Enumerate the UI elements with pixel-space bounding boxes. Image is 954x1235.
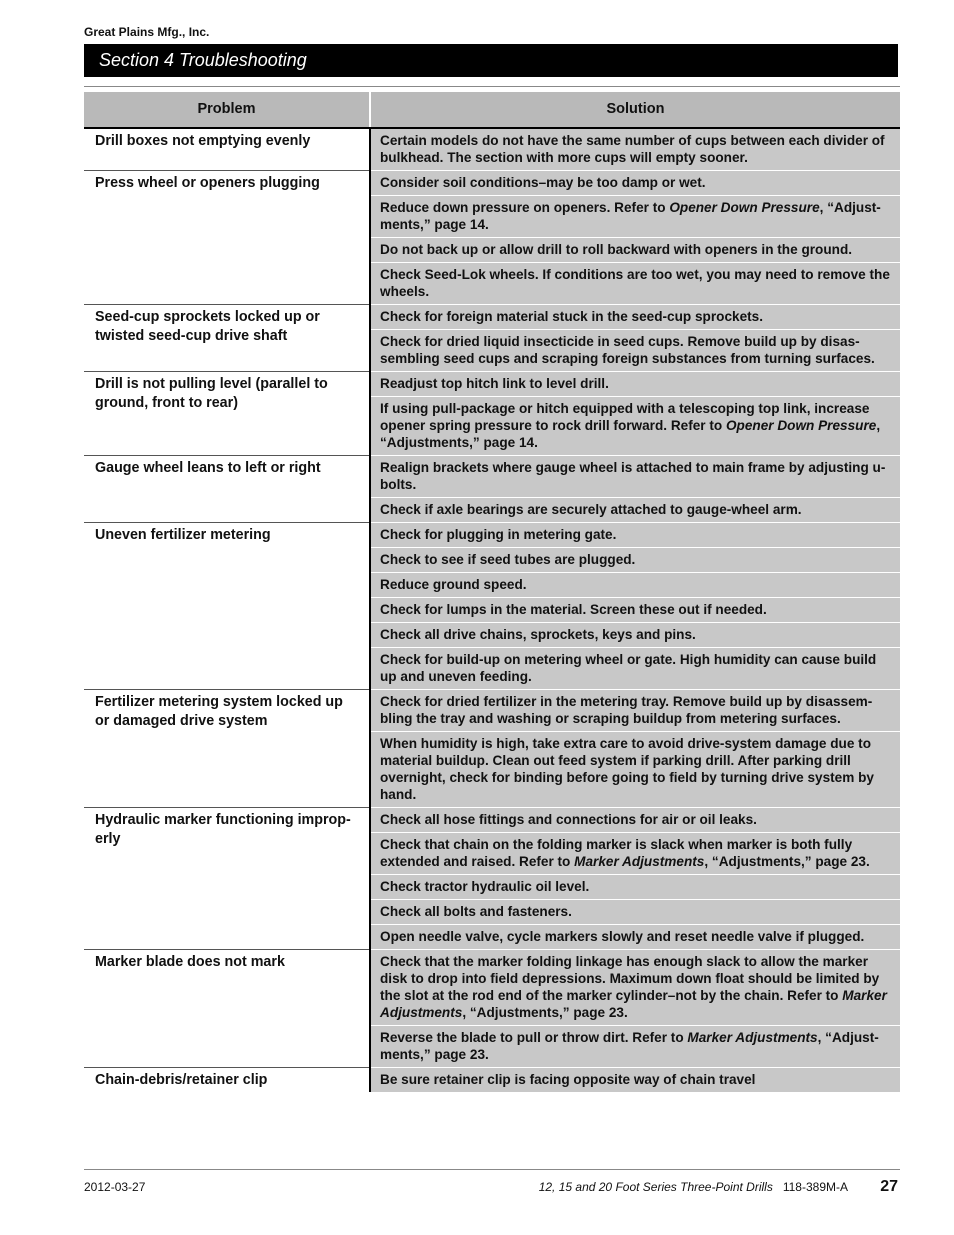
- solution-text: , “Adjustments,” page 14.: [380, 418, 881, 450]
- solution-text: Check Seed-Lok wheels. If conditions are too wet, you may need to remove the wheels.: [380, 267, 890, 299]
- solution-cell: [370, 833, 900, 875]
- solution-cell: [370, 330, 900, 372]
- solution-cell: [370, 397, 900, 456]
- solution-cell: [370, 456, 900, 498]
- troubleshooting-table: [84, 92, 900, 1092]
- section-title: Section 4 Troubleshooting: [99, 50, 307, 70]
- solution-text: Check all hose fittings and connections for air or oil leaks.: [380, 812, 757, 827]
- solution-cell: [370, 128, 900, 171]
- footer-date: 2012-03-27: [84, 1180, 146, 1194]
- solution-reference: Marker Adjustments: [574, 854, 705, 869]
- solution-cell: [370, 548, 900, 573]
- problem-cell: Fertilizer metering system locked up or damaged drive system: [84, 690, 370, 808]
- footer-title: [539, 1180, 848, 1194]
- footer-doc-title: 12, 15 and 20 Foot Series Three-Point Drills: [538, 1180, 773, 1194]
- solution-cell: [370, 950, 900, 1026]
- column-header-solution: Solution: [370, 92, 900, 128]
- solution-reference: Marker Adjustments: [380, 988, 887, 1020]
- solution-text: , “Adjust-ments,” page 14.: [380, 200, 881, 232]
- problem-cell: Seed-cup sprockets locked up or twisted seed-cup drive shaft: [84, 305, 370, 372]
- solution-text: Do not back up or allow drill to roll backward with openers in the ground.: [380, 242, 853, 257]
- solution-cell: [370, 1026, 900, 1068]
- table-row: [84, 690, 900, 732]
- solution-text: Check all bolts and fasteners.: [380, 904, 572, 919]
- solution-cell: [370, 573, 900, 598]
- table-row: [84, 523, 900, 548]
- solution-text: Check to see if seed tubes are plugged.: [380, 552, 636, 567]
- problem-cell: Drill is not pulling level (parallel to ground, front to rear): [84, 372, 370, 456]
- solution-text: If using pull-package or hitch equipped with a telescoping top link, increase opener spring pressure to rock drill forward. Refer to: [380, 401, 870, 433]
- solution-cell: [370, 900, 900, 925]
- solution-text: Realign brackets where gauge wheel is attached to main frame by adjusting u-bolts.: [380, 460, 886, 492]
- solution-cell: [370, 808, 900, 833]
- solution-cell: [370, 598, 900, 623]
- page-number: 27: [880, 1178, 898, 1195]
- solution-text: , “Adjustments,” page 23.: [704, 854, 870, 869]
- solution-cell: [370, 648, 900, 690]
- solution-cell: [370, 196, 900, 238]
- table-row: [84, 950, 900, 1026]
- solution-reference: Opener Down Pressure: [725, 418, 877, 433]
- solution-text: Check for plugging in metering gate.: [380, 527, 617, 542]
- table-row: [84, 305, 900, 330]
- solution-text: Check for foreign material stuck in the seed-cup sprockets.: [380, 309, 764, 324]
- solution-cell: [370, 925, 900, 950]
- solution-cell: [370, 690, 900, 732]
- table-header-row: [84, 92, 900, 128]
- solution-text: Check tractor hydraulic oil level.: [380, 879, 590, 894]
- table-row: [84, 128, 900, 171]
- problem-cell: Chain-debris/retainer clip: [84, 1068, 370, 1093]
- table-row: [84, 372, 900, 397]
- solution-text: When humidity is high, take extra care to avoid drive-system damage due to material buildup. Clean out feed system if parking drill. After parking drill overnight, check for binding before going to field by turning drive system by hand.: [380, 736, 874, 802]
- table-row: [84, 1068, 900, 1093]
- solution-cell: [370, 238, 900, 263]
- solution-text: Reverse the blade to pull or throw dirt. Refer to: [380, 1030, 688, 1045]
- problem-cell: Drill boxes not emptying evenly: [84, 128, 370, 171]
- problem-cell: Hydraulic marker functioning improp-erly: [84, 808, 370, 950]
- solution-text: Certain models do not have the same number of cups between each divider of bulkhead. The section with more cups will empty sooner.: [380, 133, 885, 165]
- solution-text: Reduce down pressure on openers. Refer to: [380, 200, 670, 215]
- solution-text: Check that the marker folding linkage has enough slack to allow the marker disk to drop into field depressions. Maximum down float should be limited by the slot at the rod end of the marker cylinder–not by the chain. Refer to: [380, 954, 880, 1003]
- problem-cell: Uneven fertilizer metering: [84, 523, 370, 690]
- solution-text: Check if axle bearings are securely attached to gauge-wheel arm.: [380, 502, 802, 517]
- problem-cell: Gauge wheel leans to left or right: [84, 456, 370, 523]
- solution-text: Check for dried liquid insecticide in seed cups. Remove build up by disas-sembling seed cups and scraping foreign substances from turning surfaces.: [380, 334, 875, 366]
- table-body: [84, 128, 900, 1092]
- solution-text: Check for build-up on metering wheel or gate. High humidity can cause build up and uneven feeding.: [380, 652, 877, 684]
- solution-reference: Marker Adjustments: [687, 1030, 818, 1045]
- solution-text: Reduce ground speed.: [380, 577, 527, 592]
- solution-cell: [370, 623, 900, 648]
- solution-text: Check for lumps in the material. Screen these out if needed.: [380, 602, 767, 617]
- solution-cell: [370, 305, 900, 330]
- company-name: Great Plains Mfg., Inc.: [84, 25, 210, 39]
- solution-text: Check for dried fertilizer in the metering tray. Remove build up by disassem-bling the tray and washing or scraping buildup from metering surfaces.: [380, 694, 873, 726]
- solution-cell: [370, 523, 900, 548]
- footer-rule: [84, 1169, 900, 1170]
- problem-cell: Marker blade does not mark: [84, 950, 370, 1068]
- footer-doc-number: 118-389M-A: [782, 1180, 848, 1194]
- solution-cell: [370, 875, 900, 900]
- solution-cell: [370, 498, 900, 523]
- solution-text: Open needle valve, cycle markers slowly and reset needle valve if plugged.: [380, 929, 865, 944]
- solution-cell: [370, 1068, 900, 1093]
- problem-cell: Press wheel or openers plugging: [84, 171, 370, 305]
- solution-cell: [370, 263, 900, 305]
- solution-text: Check that chain on the folding marker is slack when marker is both fully extended and raised. Refer to: [380, 837, 853, 869]
- table-row: [84, 456, 900, 498]
- column-header-problem: Problem: [84, 92, 370, 128]
- section-title-bar: [84, 44, 898, 77]
- solution-cell: [370, 372, 900, 397]
- solution-text: Consider soil conditions–may be too damp or wet.: [380, 175, 706, 190]
- solution-text: Be sure retainer clip is facing opposite way of chain travel: [380, 1072, 756, 1087]
- solution-text: , “Adjustments,” page 23.: [462, 1005, 628, 1020]
- table-row: [84, 808, 900, 833]
- table-row: [84, 171, 900, 196]
- solution-cell: [370, 732, 900, 808]
- solution-text: , “Adjust-ments,” page 23.: [380, 1030, 879, 1062]
- solution-text: Check all drive chains, sprockets, keys and pins.: [380, 627, 696, 642]
- solution-reference: Opener Down Pressure: [669, 200, 820, 215]
- solution-cell: [370, 171, 900, 196]
- header-rule: [84, 86, 900, 87]
- solution-text: Readjust top hitch link to level drill.: [380, 376, 609, 391]
